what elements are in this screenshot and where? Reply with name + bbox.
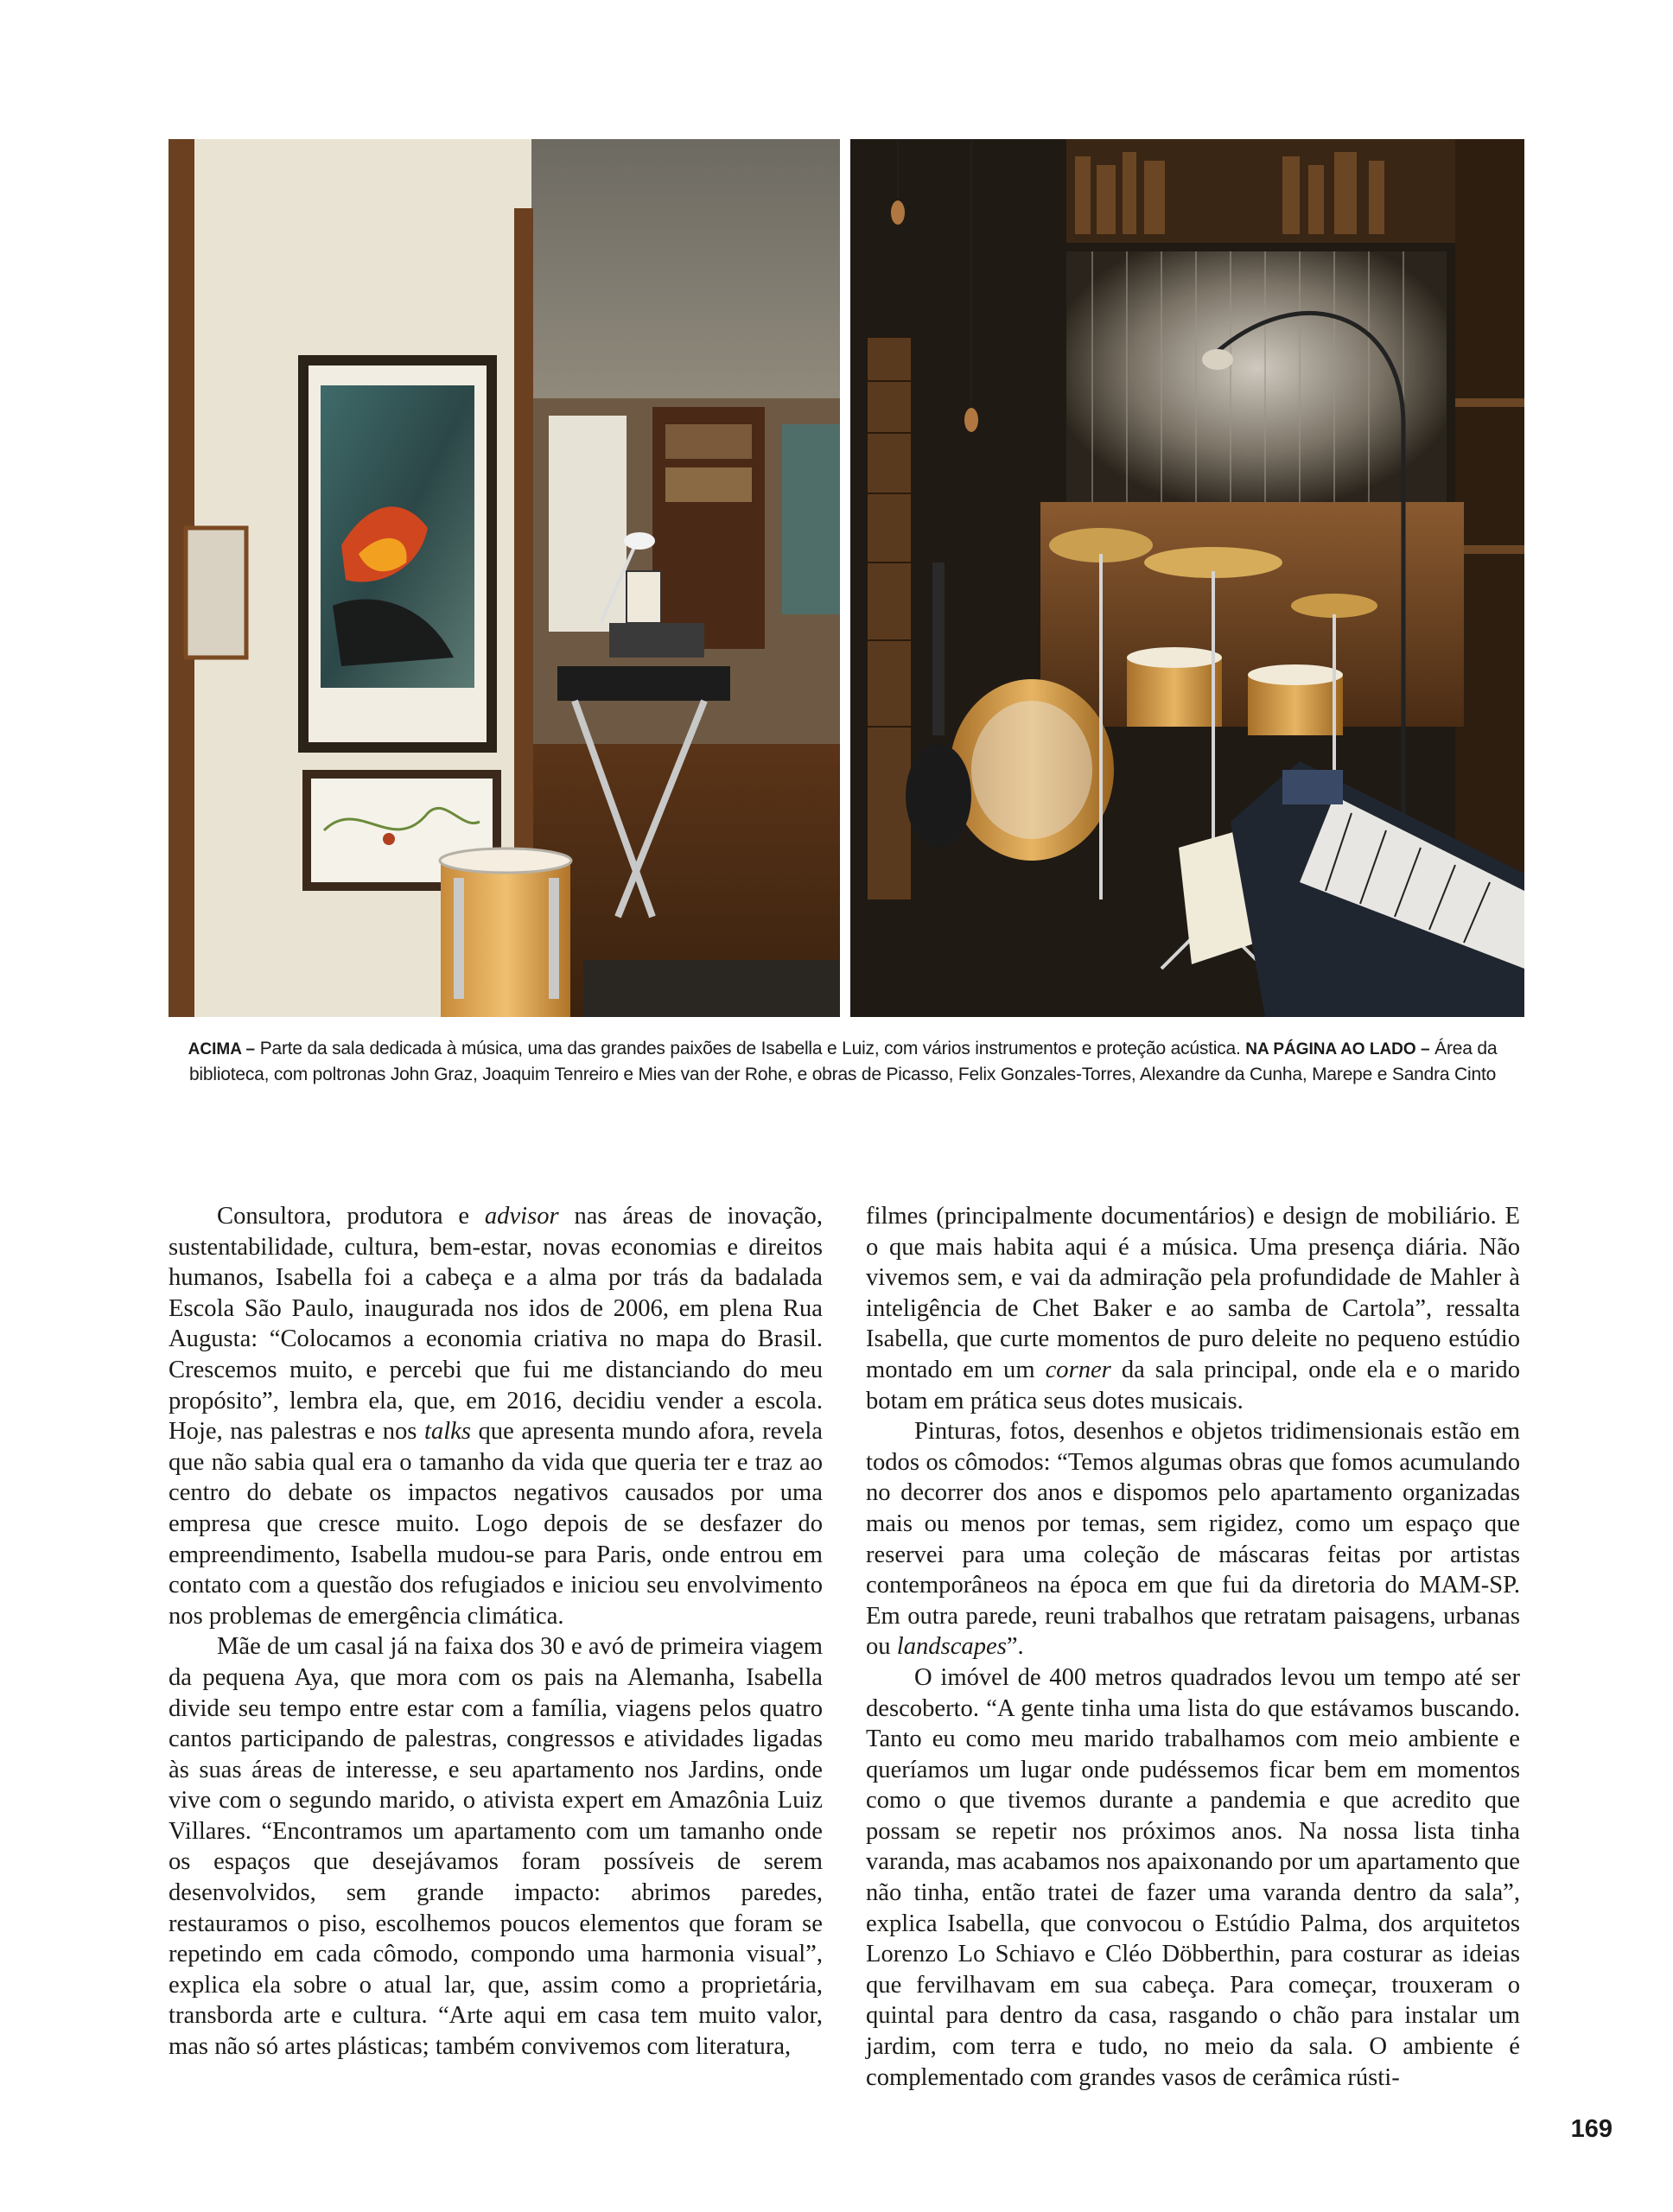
page-number: 169 — [1570, 2115, 1613, 2143]
article-column-right — [866, 1201, 1520, 2093]
paragraph-4 — [866, 1416, 1520, 1662]
photo-studio-illustration — [850, 139, 1524, 1017]
p1-text-b: nas áreas de inovação, sustentabilidade, cultura, bem-estar, novas economias e direitos humanos, Isabella foi a cabeça e a alma por trás da badalada Escola São Paulo, inaugurada nos idos de 2006, em plena Rua Augusta: “Colocamos a economia criativa no mapa do Brasil. Crescemos muito, e percebi que fui me distanciando do meu propósito”, lembra ela, que, em 2016, decidiu vender a escola. Hoje, nas palestras e nos — [169, 1203, 824, 1446]
p3-italic-corner: corner — [1045, 1356, 1111, 1383]
paragraph-1 — [169, 1201, 823, 1631]
p1-text-a: Consultora, produtora e — [217, 1203, 485, 1230]
p1-italic-advisor: advisor — [484, 1203, 559, 1230]
photo-caption — [156, 1036, 1530, 1087]
paragraph-3 — [866, 1201, 1520, 1416]
article-column-left — [169, 1201, 823, 2063]
caption-lead-side: NA PÁGINA AO LADO – — [1245, 1040, 1430, 1058]
caption-text-above: Parte da sala dedicada à música, uma das grandes paixões de Isabella e Luiz, com vários instrumentos e proteção acústica. — [255, 1039, 1246, 1058]
p4-text-b: ”. — [1006, 1633, 1024, 1661]
paragraph-5: O imóvel de 400 metros quadrados levou um tempo até ser descoberto. “A gente tinha uma lista do que estávamos buscando. Tanto eu como meu marido trabalhamos com meio ambiente e queríamos um lugar onde pudéssemos ficar bem em momentos como o que tivemos durante a pandemia e que acredito que possam se repetir nos próximos anos. Na nossa lista tinha varanda, mas acabamos nos apaixonando por um apartamento que não tinha, então tratei de fazer uma varanda dentro da sala”, explica Isabella, que convocou o Estúdio Palma, dos arquitetos Lorenzo Lo Schiavo e Cléo Döbberthin, para costurar as ideias que fervilhavam em sua cabeça. Para começar, trouxeram o quintal para dentro da casa, rasgando o chão para instalar um jardim, com terra e tudo, no meio da sala. O ambiente é complementado com grandes vasos de cerâmica rústi- — [866, 1663, 1520, 2091]
p3-text-b: da sala principal, onde ela e o marido botam em prática seus dotes musicais. — [866, 1356, 1521, 1414]
p3-text-a: filmes (principalmente documentários) e design de mobiliário. E o que mais habita aqui é a música. Uma presença diária. Não vivemos sem, e vai da admiração pela profundidade de Mahler à inteligência de Chet Baker e ao samba de Cartola”, ressalta Isabella, que curte momentos de puro deleite no pequeno estúdio montado em um — [866, 1203, 1520, 1383]
p4-text-a: Pinturas, fotos, desenhos e objetos tridimensionais estão em todos os cômodos: “Temos algumas obras que fomos acumulando no decorrer dos anos e dispomos pelo apartamento organizadas mais ou menos por temas, sem rigidez, como um espaço que reservei para uma coleção de máscaras feitas por artistas contemporâneos na época em que fui da diretoria do MAM-SP. Em outra parede, reuni trabalhos que retratam paisagens, urbanas ou — [866, 1418, 1520, 1661]
p1-text-c: que apresenta mundo afora, revela que não sabia qual era o tamanho da vida que queria ter e traz ao centro do debate os impactos negativos causados por uma empresa que cresce muito. Logo depois de se desfazer do empreendimento, Isabella mudou-se para Paris, onde entrou em contato com a questão dos refugiados e iniciou seu envolvimento nos problemas de emergência climática. — [169, 1418, 823, 1630]
p4-italic-landscapes: landscapes — [896, 1633, 1007, 1661]
paragraph-2: Mãe de um casal já na faixa dos 30 e avó de primeira viagem da pequena Aya, que mora com os pais na Alemanha, Isabella divide seu tempo entre estar com a família, viagens pelos quatro cantos participando de palestras, congressos e atividades ligadas às suas áreas de interesse, e seu apartamento nos Jardins, onde vive com o segundo marido, o ativista expert em Amazônia Luiz Villares. “Encontramos um apartamento com um tamanho onde os espaços que desejávamos foram possíveis de serem desenvolvidos, sem grande impacto: abrimos paredes, restauramos o piso, escolhemos poucos elementos que foram se repetindo em cada cômodo, compondo uma harmonia visual”, explica ela sobre o atual lar, que, assim como a proprietária, transborda arte e cultura. “Arte aqui em casa tem muito valor, mas não só artes plásticas; também convivemos com literatura, — [169, 1633, 823, 2061]
p1-italic-talks: talks — [423, 1418, 471, 1446]
photo-music-room-illustration — [169, 139, 840, 1017]
photo-studio — [850, 139, 1524, 1017]
caption-text-side: Área da biblioteca, com poltronas John Graz, Joaquim Tenreiro e Mies van der Rohe, e obras de Picasso, Felix Gonzales-Torres, Alexandre da Cunha, Marepe e Sandra Cinto — [188, 1039, 1498, 1084]
caption-lead-above: ACIMA – — [188, 1040, 256, 1058]
photo-music-room — [169, 139, 840, 1017]
